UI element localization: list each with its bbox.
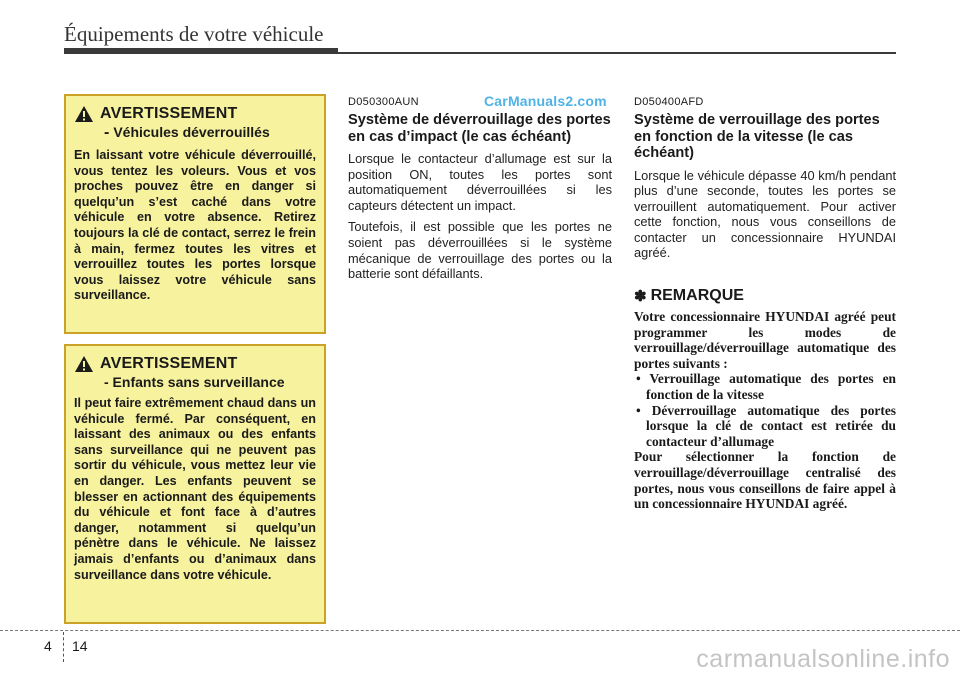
page-number-separator — [63, 632, 65, 662]
paragraph: Lorsque le véhicule dépasse 40 km/h pendant plus d’une seconde, toutes les portes se verrouillent automatiquement. Pour activer cette fonction, nous vous conseillons de contacter un concessionnaire HYUNDAI agréé. — [634, 167, 896, 261]
asterisk-icon: ✽ — [634, 288, 647, 306]
paragraph: Toutefois, il est possible que les portes ne soient pas déverrouillées si le système mécanique de verrouillage des portes ou la batterie sont défaillants. — [348, 219, 612, 282]
warning-title: AVERTISSEMENT — [100, 355, 238, 372]
section-code: D050300AUN — [348, 96, 419, 108]
remark-bullet: • Verrouillage automatique des portes en fonction de la vitesse — [636, 371, 896, 403]
warning-box-unlocked-vehicle — [64, 94, 326, 334]
warning-triangle-icon — [74, 105, 94, 123]
paragraph: Lorsque le contacteur d’allumage est sur la position ON, toutes les portes sont automatiquement déverrouillées si les capteurs détectent un impact. — [348, 151, 612, 213]
page-header-title: Équipements de votre véhicule — [64, 22, 324, 46]
section-title: Système de déverrouillage des portes en cas d’impact (le cas échéant) — [348, 112, 611, 145]
footer-rule — [0, 630, 960, 631]
warning-box-unattended-children — [64, 344, 326, 624]
remark-heading — [634, 287, 896, 305]
warning-subtitle-dash: - — [104, 124, 110, 141]
warning-heading — [74, 105, 316, 123]
remark-bullet: • Déverrouillage automatique des portes lorsque la clé de contact est retirée du contacteur d’allumage — [636, 402, 896, 449]
watermark-text: CarManuals2.com — [484, 93, 607, 109]
warning-triangle-icon — [74, 355, 94, 373]
section-speed-lock — [634, 96, 896, 512]
warning-subtitle: - Enfants sans surveillance — [104, 374, 285, 390]
remark-title: REMARQUE — [650, 287, 744, 305]
remark-intro: Votre concessionnaire HYUNDAI agréé peut programmer les modes de verrouillage/déverrouillage automatique des portes suivants : — [634, 309, 896, 371]
section-code: D050400AFD — [634, 96, 704, 108]
remark-outro: Pour sélectionner la fonction de verrouillage/déverrouillage centralisé des portes, nous vous conseillons de faire appel à un concessionnaire HYUNDAI agréé. — [634, 449, 896, 512]
section-impact-unlock — [348, 96, 612, 288]
warning-title: AVERTISSEMENT — [100, 105, 238, 122]
header-rule-thin — [338, 52, 896, 54]
warning-subtitle-text: Véhicules déverrouillés — [113, 124, 270, 140]
section-title: Système de verrouillage des portes en fonction de la vitesse (le cas échéant) — [634, 112, 880, 161]
footer-site-watermark: carmanualsonline.info — [696, 645, 950, 673]
warning-subtitle — [104, 124, 316, 142]
warning-body: Il peut faire extrêmement chaud dans un véhicule fermé. Par conséquent, en laissant des animaux ou des enfants sans surveillance qui ne peuvent pas sortir du véhicule, vous mettez leur vie en danger. Les enfants peuvent se blesser en actionnant des équipements du véhicule et font face à d’autres danger, notamment si quelqu’un pénètre dans le véhicule. Ne laissez jamais d’enfants ou d’animaux dans surveillance dans votre véhicule. — [74, 396, 316, 582]
section-number: 4 — [44, 638, 52, 654]
page-number: 14 — [72, 638, 88, 654]
header-rule-thick — [64, 48, 338, 54]
warning-heading — [74, 355, 316, 373]
warning-body: En laissant votre véhicule déverrouillé, vous tentez les voleurs. Vous et vos proches pouvez être en danger si quelqu’un s’est caché dans votre véhicule en votre absence. Retirez toujours la clé de contact, serrez le frein à main, fermez toutes les vitres et verrouillez toutes les portes lorsque vous laissez votre véhicule sans surveillance. — [74, 148, 316, 303]
